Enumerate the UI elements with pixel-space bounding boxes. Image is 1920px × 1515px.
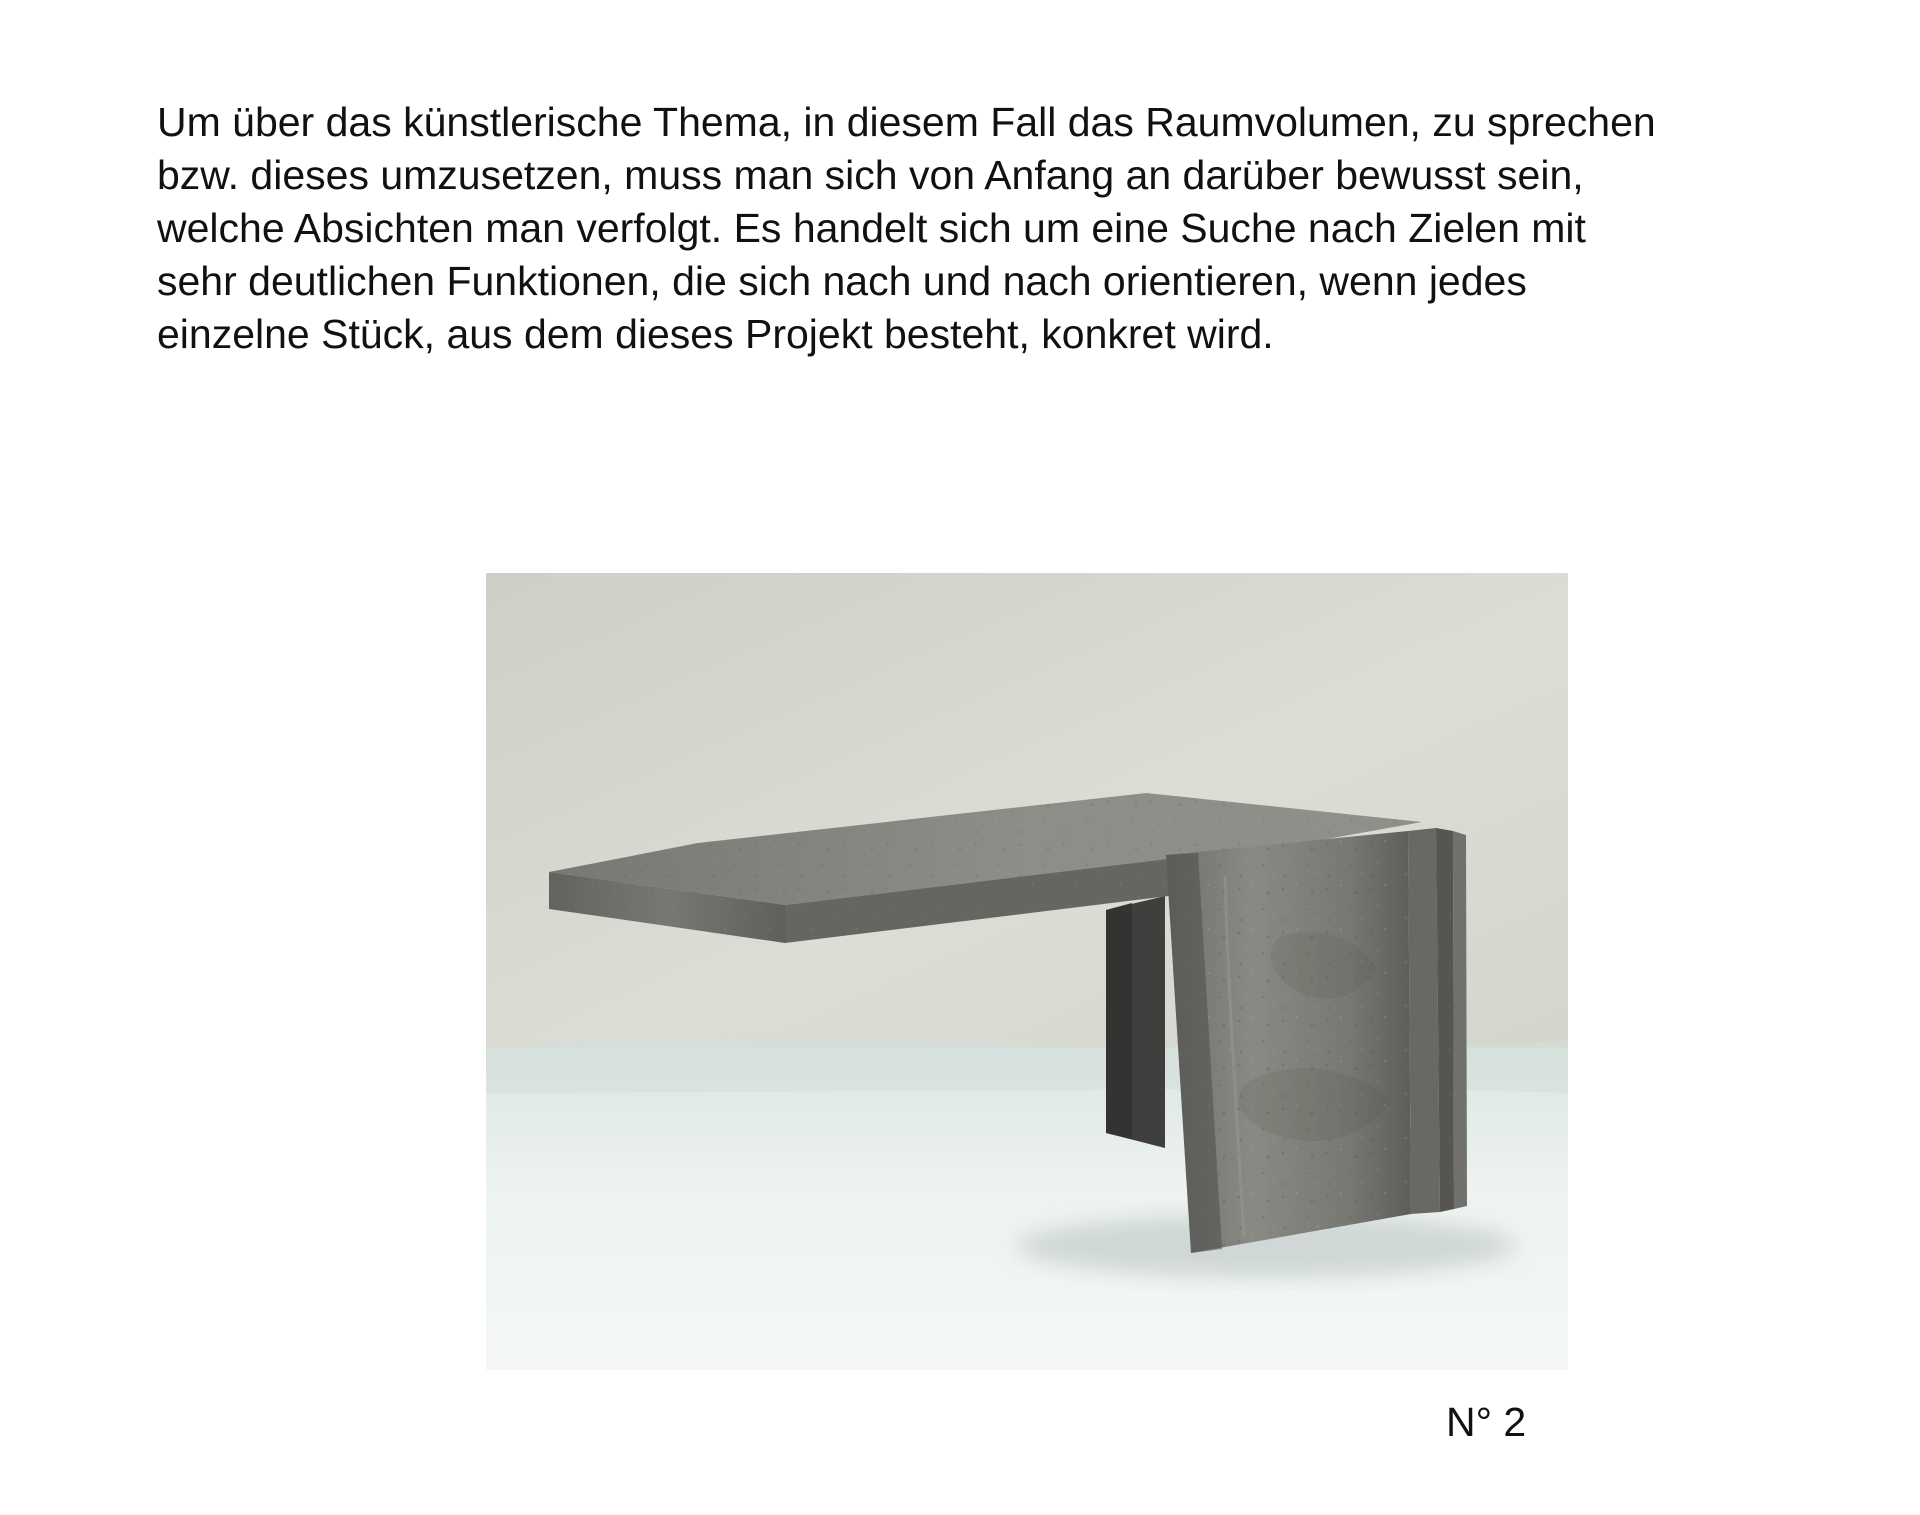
rear-support-shade (1106, 903, 1132, 1139)
intro-line-1: Um über das künstlerische Thema, in diesem Fall das Raumvolumen, zu sprechen (157, 99, 1656, 145)
intro-paragraph (157, 96, 1817, 361)
intro-line-4: sehr deutlichen Funktionen, die sich nach und nach orientieren, wenn jedes (157, 258, 1527, 304)
right-fin-texture (1408, 831, 1467, 1214)
intro-line-3: welche Absichten man verfolgt. Es handelt sich um eine Suche nach Zielen mit (157, 205, 1586, 251)
page-number: N° 2 (1446, 1399, 1527, 1445)
intro-line-5: einzelne Stück, aus dem dieses Projekt besteht, konkret wird. (157, 311, 1274, 357)
concrete-sculpture-image (486, 573, 1568, 1370)
intro-line-2: bzw. dieses umzusetzen, muss man sich von Anfang an darüber bewusst sein, (157, 152, 1584, 198)
sculpture-photo (486, 573, 1568, 1370)
